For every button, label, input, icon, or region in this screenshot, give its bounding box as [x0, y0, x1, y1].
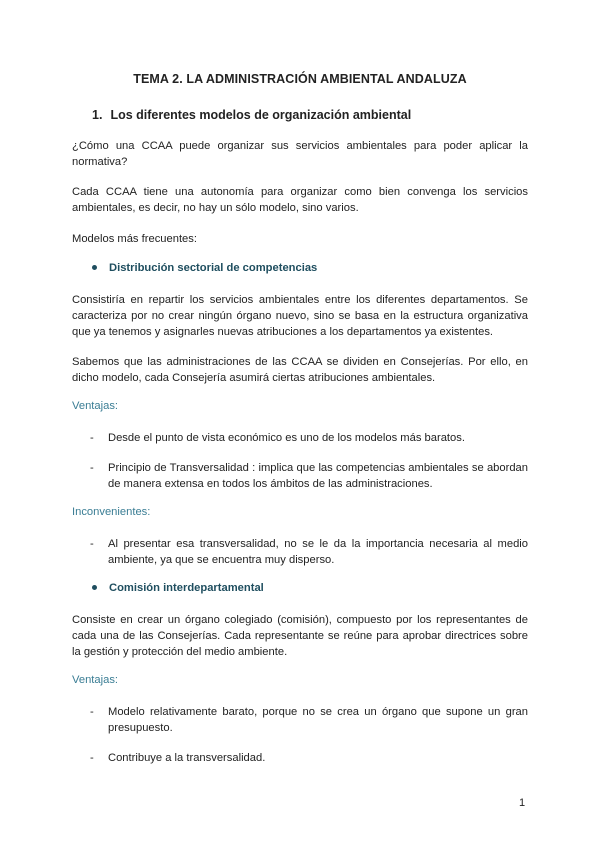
list-item: [90, 536, 528, 568]
section-heading: [92, 108, 411, 122]
dash-marker: -: [90, 432, 94, 444]
dash-marker: -: [90, 462, 94, 474]
section-number: 1.: [92, 108, 103, 122]
models-label: Modelos más frecuentes:: [72, 233, 197, 245]
list-item-text: Principio de Transversalidad : implica que las competencias ambientales se abordan de manera extensa en todos los ámbitos de las administraciones.: [108, 462, 528, 490]
bullet-dot-icon: [92, 265, 97, 270]
list-item: [90, 704, 528, 736]
dash-marker: -: [90, 706, 94, 718]
model1-paragraph2: Sabemos que las administraciones de las CCAA se dividen en Consejerías. Por ello, en dicho modelo, cada Consejería asumirá ciertas atribuciones ambientales.: [72, 356, 528, 384]
list-item: [90, 750, 528, 766]
list-item: [90, 460, 528, 492]
list-item: [90, 430, 528, 446]
dash-marker: -: [90, 752, 94, 764]
section-heading-text: Los diferentes modelos de organización ambiental: [110, 108, 412, 122]
bullet-dot-icon: [92, 585, 97, 590]
model1-paragraph1: Consistiría en repartir los servicios ambientales entre los diferentes departamentos. Se caracteriza por no crear ningún órgano nuevo, sino se basa en la estructura organizativa que ya tenemos y asignarles nuevas atribuciones a los departamentos ya existentes.: [72, 294, 528, 338]
intro-question: ¿Cómo una CCAA puede organizar sus servicios ambientales para poder aplicar la normativa?: [72, 140, 528, 168]
intro-answer: Cada CCAA tiene una autonomía para organizar como bien convenga los servicios ambientales, es decir, no hay un sólo modelo, sino varios.: [72, 186, 528, 214]
page-number: 1: [519, 797, 526, 809]
model1-advantages-label: Ventajas:: [72, 400, 119, 412]
dash-marker: -: [90, 538, 94, 550]
model2-heading-text: Comisión interdepartamental: [109, 582, 264, 594]
model1-disadvantages-label: Inconvenientes:: [72, 506, 151, 518]
list-item-text: Contribuye a la transversalidad.: [108, 752, 266, 764]
list-item-text: Modelo relativamente barato, porque no se crea un órgano que supone un gran presupuesto.: [108, 706, 528, 734]
model1-heading-text: Distribución sectorial de competencias: [109, 262, 318, 274]
model1-heading: [92, 262, 317, 274]
model2-advantages-label: Ventajas:: [72, 674, 119, 686]
list-item-text: Al presentar esa transversalidad, no se le da la importancia necesaria al medio ambiente, ya que se encuentra muy disperso.: [108, 538, 528, 566]
document-title: TEMA 2. LA ADMINISTRACIÓN AMBIENTAL ANDALUZA: [133, 72, 467, 86]
list-item-text: Desde el punto de vista económico es uno de los modelos más baratos.: [108, 432, 465, 444]
model2-heading: [92, 582, 264, 594]
model2-paragraph1: Consiste en crear un órgano colegiado (comisión), compuesto por los representantes de cada una de las Consejerías. Cada representante se reúne para aprobar directrices sobre la gestión y protección del medio ambiente.: [72, 614, 528, 658]
